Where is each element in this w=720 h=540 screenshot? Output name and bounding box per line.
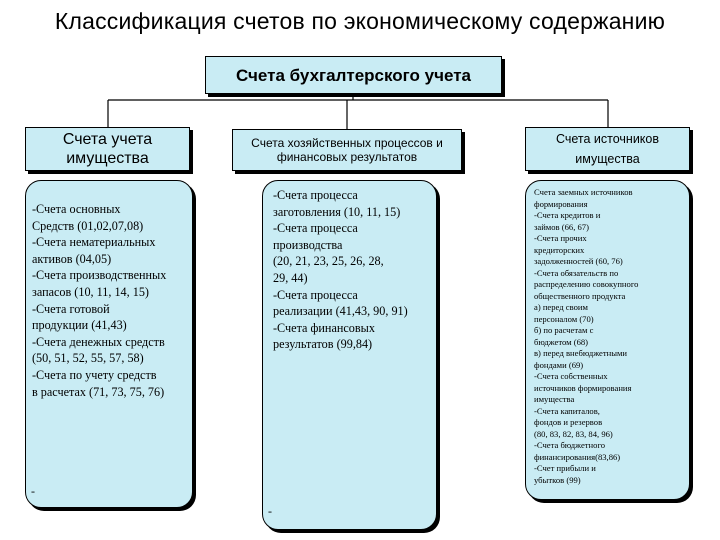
header-line: Счета учета	[62, 131, 153, 148]
list-item: а) перед своим	[534, 302, 588, 312]
list-item: Счета заемных источников	[534, 187, 633, 197]
branch-list-processes	[262, 180, 437, 530]
list-item: -Счета по учету средств	[32, 367, 157, 382]
list-item: источников формирования	[534, 382, 632, 393]
list-item: производства	[273, 237, 343, 252]
list-tail: -	[31, 484, 35, 498]
list-item: -Счета процесса	[273, 188, 358, 202]
list-item: имущества	[534, 394, 575, 404]
header-line: имущества	[66, 150, 149, 167]
list-item: (80, 83, 82, 83, 84, 96)	[534, 428, 613, 439]
list-item: -Счета денежных средств	[32, 334, 165, 349]
list-item: -Счета собственных	[534, 371, 608, 381]
list-item: -Счет прибыли и	[534, 463, 596, 473]
list-item: убытков (99)	[534, 474, 581, 485]
branch-header-sources	[525, 127, 690, 171]
list-item: -Счета готовой	[32, 301, 110, 316]
list-item: займов (66, 67)	[534, 221, 589, 232]
root-label: Счета бухгалтерского учета	[236, 66, 471, 85]
branch-header-processes	[232, 129, 462, 171]
root-node	[205, 56, 502, 94]
list-item: финансирования(83,86)	[534, 451, 621, 462]
list-item: б) по расчетам с	[534, 325, 594, 335]
list-item: -Счета основных	[32, 202, 121, 216]
page-title: Классификация счетов по экономическому содержанию	[54, 8, 666, 34]
header-line: имущества	[575, 152, 640, 166]
list-item: -Счета нематериальных	[32, 235, 156, 250]
list-item: -Счета процесса	[273, 287, 358, 302]
list-item: бюджетом (68)	[534, 336, 589, 347]
list-item: реализации (41,43, 90, 91)	[273, 304, 408, 319]
list-item: продукции (41,43)	[32, 318, 127, 333]
list-item: -Счета прочих	[534, 233, 587, 243]
branch-list-assets	[25, 180, 193, 508]
list-item: персоналом (70)	[534, 313, 594, 324]
list-item: общественного продукта	[534, 290, 626, 301]
list-item: в) перед внебюджетными	[534, 348, 628, 358]
list-item: заготовления (10, 11, 15)	[273, 204, 401, 219]
list-item: формирования	[534, 198, 588, 209]
header-line: Счета источников	[555, 132, 660, 146]
list-item: (20, 21, 23, 25, 26, 28,	[273, 254, 384, 269]
list-item: задолженностей (60, 76)	[534, 256, 623, 266]
list-item: -Счета финансовых	[273, 320, 375, 335]
list-item: активов (04,05)	[32, 251, 112, 266]
list-item: -Счета обязательств по	[534, 267, 619, 278]
list-item: -Счета производственных	[32, 268, 167, 283]
list-item: фондами (69)	[534, 359, 584, 370]
list-item: кредиторских	[534, 244, 585, 255]
header-line: Счета хозяйственных процессов и	[251, 136, 443, 150]
list-item: в расчетах (71, 73, 75, 76)	[32, 384, 165, 399]
list-item: запасов (10, 11, 14, 15)	[32, 284, 149, 299]
list-item: фондов и резервов	[534, 417, 603, 427]
list-item: результатов (99,84)	[273, 337, 373, 352]
header-line: финансовых результатов	[276, 150, 418, 164]
list-item: -Счета кредитов и	[534, 210, 601, 220]
list-item: -Счета бюджетного	[534, 440, 606, 450]
list-item: распределению совокупного	[534, 279, 639, 289]
list-item: -Счета процесса	[273, 221, 358, 236]
list-item: Средств (01,02,07,08)	[32, 218, 144, 233]
branch-list-sources	[525, 180, 690, 500]
list-item: (50, 51, 52, 55, 57, 58)	[32, 351, 144, 366]
list-tail: -	[268, 504, 272, 518]
list-item: -Счета капиталов,	[534, 405, 600, 416]
branch-header-assets	[25, 127, 190, 171]
list-item: 29, 44)	[273, 270, 308, 285]
